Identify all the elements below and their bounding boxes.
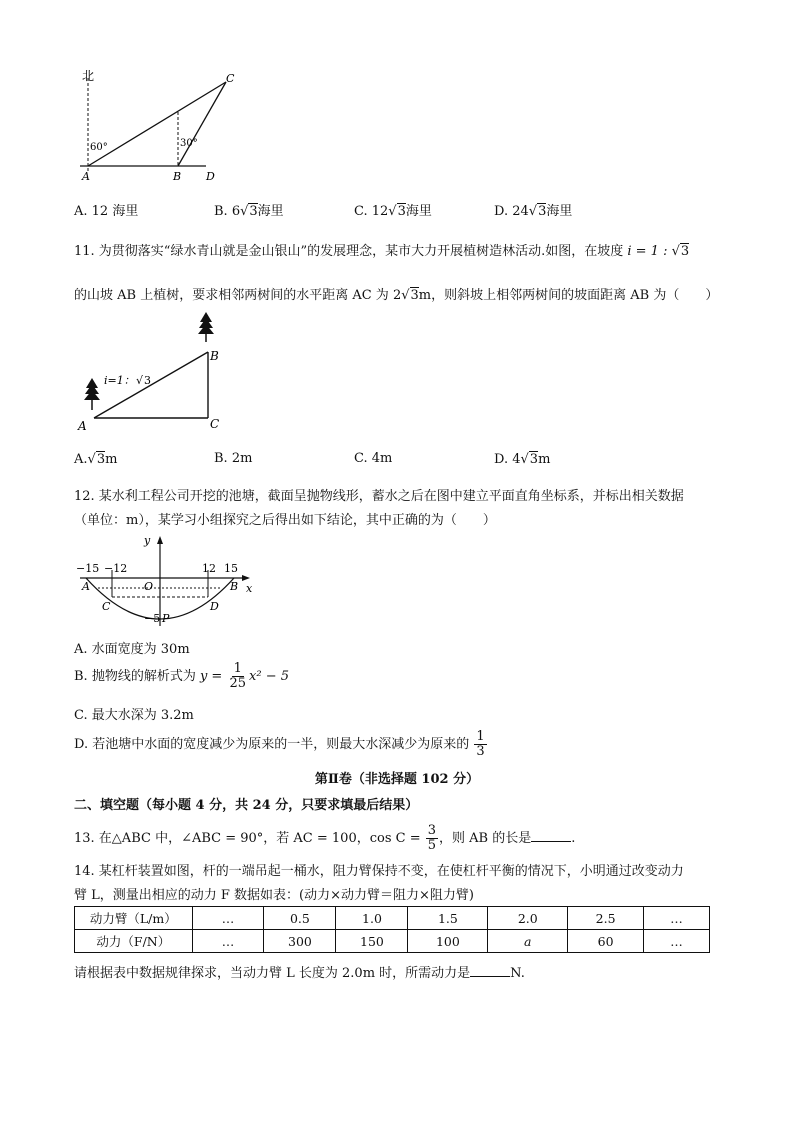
q13-answer-blank[interactable]: [531, 829, 571, 842]
q11-d-suffix: m: [538, 452, 551, 467]
q11-option-a: A.√3m: [74, 452, 118, 467]
q13-end: .: [571, 831, 576, 846]
label-north: 北: [82, 69, 95, 83]
q10-b-rad: 3: [249, 204, 258, 219]
label-C: C: [226, 72, 235, 85]
q12-option-c: C. 最大水深为 3.2m: [74, 708, 194, 723]
label-m5: −5: [144, 612, 161, 625]
q10-options: [74, 200, 694, 219]
q12-b-den: 25: [229, 676, 247, 691]
label-B: B: [230, 580, 239, 593]
label-m12: −12: [104, 562, 128, 575]
label-P: P: [162, 612, 170, 625]
section2-title: 二、填空题（每小题 4 分，共 24 分，只要求填最后结果）: [74, 798, 419, 813]
q14-table: [74, 906, 710, 953]
q14-answer-blank[interactable]: [470, 964, 510, 977]
q13-suffix: ，则 AB 的长是: [439, 831, 532, 846]
q12-line1: 12. 某水利工程公司开挖的池塘，截面呈抛物线形，蓄水之后在图中建立平面直角坐标系，并标出相关数据: [74, 489, 684, 504]
table-cell: 0.5: [264, 907, 336, 930]
q12-d-num: 1: [476, 729, 485, 744]
q11-line2: 的山坡 AB 上植树，要求相邻两树间的水平距离 AC 为 2√3m，则斜坡上相邻两树间的坡面距离 AB 为（ ）: [74, 288, 719, 303]
q13-den: 5: [427, 838, 437, 853]
table-cell: 2.5: [568, 907, 644, 930]
q10-d-suffix: 海里: [546, 204, 573, 219]
q10-d-prefix: D. 24: [494, 204, 529, 219]
q14-line2: 臂 L，测量出相应的动力 F 数据如表：(动力×动力臂＝阻力×阻力臂): [74, 888, 474, 903]
q11-options: [74, 451, 694, 467]
q12-d-fraction: [474, 730, 486, 759]
tree-icon-A: [84, 378, 100, 410]
table-cell: 动力（F/N）: [75, 930, 193, 953]
table-cell: 2.0: [488, 907, 568, 930]
q12-b-num: 1: [233, 661, 242, 676]
label-D: D: [206, 170, 215, 182]
q14-after-prefix: 请根据表中数据规律探求，当动力臂 L 长度为 2.0m 时，所需动力是: [74, 966, 471, 981]
q11-figure: [74, 310, 234, 434]
q13-fraction: [426, 824, 438, 853]
q11-a-prefix: A.: [74, 452, 88, 467]
q12-b-fraction: [227, 662, 248, 691]
label-y: y: [144, 534, 151, 547]
label-slope-root: √: [136, 374, 144, 387]
label-angle60: 60°: [90, 142, 108, 153]
table-cell: 60: [568, 930, 644, 953]
q10-b-prefix: B. 6: [214, 204, 241, 219]
table-cell: 1.5: [408, 907, 488, 930]
q10-option-a: A. 12 海里: [74, 204, 139, 219]
q11-line1-rad: 3: [680, 244, 690, 259]
segment-BC: [178, 82, 226, 166]
q11-option-b: B. 2m: [214, 451, 253, 466]
label-p12: 12: [202, 562, 216, 575]
label-p15: 15: [224, 562, 238, 575]
q12-option-b: [74, 662, 289, 691]
table-cell: …: [192, 930, 264, 953]
label-B: B: [210, 349, 219, 363]
table-row: [75, 907, 710, 930]
table-cell: …: [644, 930, 710, 953]
label-B: B: [173, 170, 182, 182]
label-C: C: [102, 600, 111, 613]
q12-b-tail: x² − 5: [249, 669, 289, 684]
table-row: [75, 930, 710, 953]
table-cell: 100: [408, 930, 488, 953]
label-x: x: [246, 582, 253, 595]
label-angle30: 30°: [180, 138, 198, 149]
tree-icon-B: [198, 312, 214, 342]
table-cell: 150: [336, 930, 408, 953]
q10-b-suffix: 海里: [257, 204, 284, 219]
q12-figure: [74, 530, 264, 630]
q12-b-y: y =: [199, 669, 223, 684]
q11-d-prefix: D. 4: [494, 452, 521, 467]
q13-prefix: 13. 在△ABC 中，∠ABC = 90°，若 AC = 100，cos C =: [74, 831, 421, 846]
q11-line1: 11. 为贯彻落实“绿水青山就是金山银山”的发展理念，某市大力开展植树造林活动.如图，在坡度 i = 1 : √3: [74, 244, 690, 259]
q11-line2-text: 的山坡 AB 上植树，要求相邻两树间的水平距离 AC 为 2: [74, 288, 402, 303]
label-m15: −15: [76, 562, 100, 575]
q10-c-prefix: C. 12: [354, 204, 389, 219]
q11-line2-rad: 3: [410, 288, 419, 303]
q12-line2: （单位：m），某学习小组探究之后得出如下结论，其中正确的为（ ）: [74, 513, 496, 528]
y-arrow: [157, 536, 163, 544]
q12-b-prefix: B. 抛物线的解析式为: [74, 669, 200, 684]
q13-line: [74, 824, 575, 853]
q10-option-c: C. 12√3海里: [354, 200, 494, 219]
label-A: A: [78, 419, 87, 433]
q14-after: [74, 962, 525, 981]
label-A: A: [82, 580, 90, 593]
label-O: O: [144, 580, 154, 593]
q11-option-c: C. 4m: [354, 451, 393, 466]
label-D: D: [210, 600, 219, 613]
q10-option-b: B. 6√3海里: [214, 200, 354, 219]
table-cell: 1.0: [336, 907, 408, 930]
label-slope-rad: 3: [144, 374, 151, 387]
q10-c-rad: 3: [397, 204, 406, 219]
segment-AC: [88, 82, 226, 166]
q11-a-suffix: m: [105, 452, 118, 467]
table-cell: 动力臂（L/m）: [75, 907, 193, 930]
q10-c-suffix: 海里: [405, 204, 432, 219]
table-cell: a: [488, 930, 568, 953]
label-C: C: [210, 417, 220, 431]
q10-figure: [74, 66, 244, 182]
q13-num: 3: [427, 823, 437, 838]
label-A: A: [82, 170, 90, 182]
q12-d-den: 3: [476, 744, 485, 759]
table-cell: 300: [264, 930, 336, 953]
q11-a-rad: 3: [96, 452, 106, 467]
q11-d-rad: 3: [529, 452, 539, 467]
q14-after-suffix: N.: [510, 966, 525, 981]
x-arrow: [242, 575, 250, 581]
q12-option-a: A. 水面宽度为 30m: [74, 642, 190, 657]
q11-option-d: D. 4√3m: [494, 452, 551, 467]
q14-line1: 14. 某杠杆装置如图，杆的一端吊起一桶水，阻力臂保持不变，在使杠杆平衡的情况下，小明通过改变动力: [74, 864, 684, 879]
q11-line1-slope: i = 1 :: [623, 244, 672, 259]
q10-d-rad: 3: [538, 204, 547, 219]
q12-d-prefix: D. 若池塘中水面的宽度减少为原来的一半，则最大水深减少为原来的: [74, 737, 470, 752]
part2-title: 第Ⅱ卷（非选择题 102 分）: [314, 772, 480, 787]
q10-option-d: D. 24√3海里: [494, 200, 634, 219]
table-cell: …: [644, 907, 710, 930]
label-slope-prefix: i=1：: [104, 374, 135, 387]
q11-line2-tail: m，则斜坡上相邻两树间的坡面距离 AB 为（ ）: [418, 288, 719, 303]
q12-option-d: [74, 730, 488, 759]
q11-line1-text: 11. 为贯彻落实“绿水青山就是金山银山”的发展理念，某市大力开展植树造林活动.如图，在坡度: [74, 244, 624, 259]
table-cell: …: [192, 907, 264, 930]
